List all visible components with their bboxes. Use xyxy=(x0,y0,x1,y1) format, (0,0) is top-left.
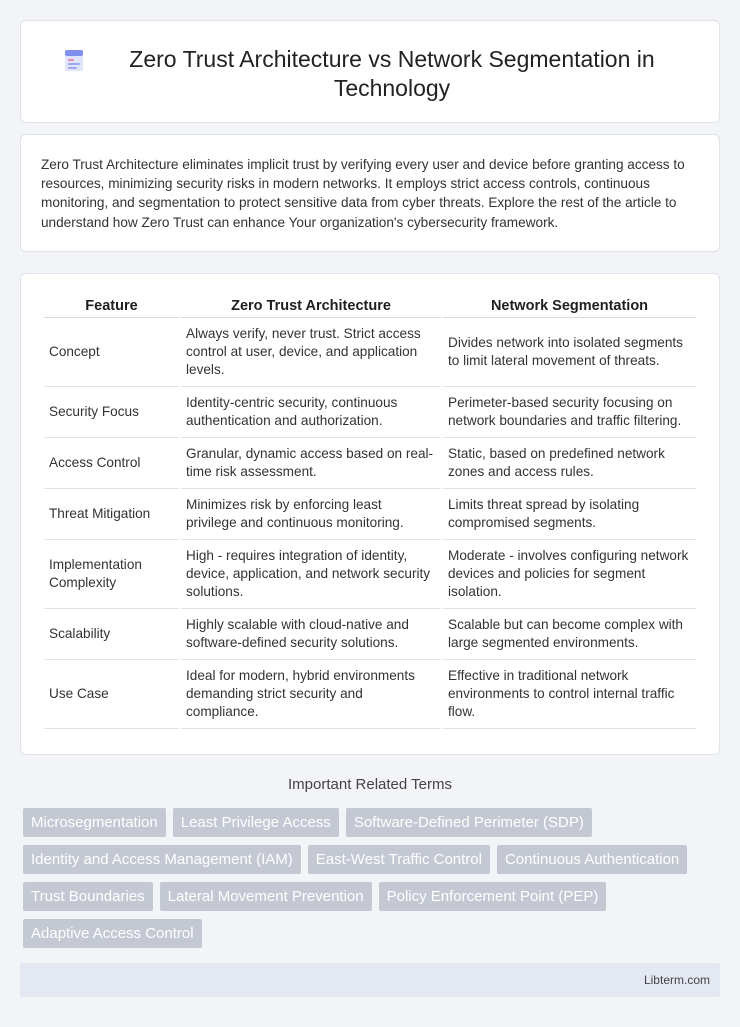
segmentation-cell: Moderate - involves configuring network devices and policies for segment isolation. xyxy=(443,540,696,609)
segmentation-cell: Scalable but can become complex with large segmented environments. xyxy=(443,609,696,660)
term-tag[interactable]: Trust Boundaries xyxy=(23,882,153,911)
feature-cell: Implementation Complexity xyxy=(44,540,179,609)
table-row xyxy=(44,540,696,609)
table-header-row xyxy=(44,296,696,318)
term-tag[interactable]: Identity and Access Management (IAM) xyxy=(23,845,301,874)
header-network-segmentation: Network Segmentation xyxy=(443,296,696,318)
table-row xyxy=(44,660,696,729)
footer xyxy=(20,963,720,997)
term-tag[interactable]: Policy Enforcement Point (PEP) xyxy=(379,882,607,911)
feature-cell: Concept xyxy=(44,318,179,387)
feature-cell: Threat Mitigation xyxy=(44,489,179,540)
table-row xyxy=(44,387,696,438)
segmentation-cell: Divides network into isolated segments to limit lateral movement of threats. xyxy=(443,318,696,387)
zero-trust-cell: Identity-centric security, continuous authentication and authorization. xyxy=(181,387,441,438)
table-row xyxy=(44,609,696,660)
term-tag[interactable]: East-West Traffic Control xyxy=(308,845,490,874)
feature-cell: Access Control xyxy=(44,438,179,489)
feature-cell: Use Case xyxy=(44,660,179,729)
document-icon xyxy=(61,47,87,73)
zero-trust-cell: Highly scalable with cloud-native and software-defined security solutions. xyxy=(181,609,441,660)
zero-trust-cell: Ideal for modern, hybrid environments demanding strict security and compliance. xyxy=(181,660,441,729)
segmentation-cell: Effective in traditional network environments to control internal traffic flow. xyxy=(443,660,696,729)
table-row xyxy=(44,438,696,489)
feature-cell: Scalability xyxy=(44,609,179,660)
intro-card xyxy=(20,134,720,252)
term-tag[interactable]: Microsegmentation xyxy=(23,808,166,837)
zero-trust-cell: Always verify, never trust. Strict access control at user, device, and application levels. xyxy=(181,318,441,387)
term-tag[interactable]: Lateral Movement Prevention xyxy=(160,882,372,911)
table-row xyxy=(44,318,696,387)
title-wrap xyxy=(21,21,719,103)
header-zero-trust: Zero Trust Architecture xyxy=(181,296,441,318)
related-terms-list xyxy=(23,808,713,948)
table-row xyxy=(44,489,696,540)
term-tag[interactable]: Continuous Authentication xyxy=(497,845,687,874)
term-tag[interactable]: Least Privilege Access xyxy=(173,808,339,837)
header-feature: Feature xyxy=(44,296,179,318)
zero-trust-cell: Minimizes risk by enforcing least privilege and continuous monitoring. xyxy=(181,489,441,540)
footer-source-link[interactable]: Libterm.com xyxy=(643,973,710,987)
related-terms-heading: Important Related Terms xyxy=(288,776,452,793)
page-title: Zero Trust Architecture vs Network Segmentation in Technology xyxy=(129,46,655,101)
feature-cell: Security Focus xyxy=(44,387,179,438)
term-tag[interactable]: Software-Defined Perimeter (SDP) xyxy=(346,808,592,837)
segmentation-cell: Limits threat spread by isolating compromised segments. xyxy=(443,489,696,540)
title-card xyxy=(20,20,720,123)
zero-trust-cell: Granular, dynamic access based on real-time risk assessment. xyxy=(181,438,441,489)
comparison-table xyxy=(42,296,698,729)
zero-trust-cell: High - requires integration of identity, device, application, and network security solutions. xyxy=(181,540,441,609)
intro-text: Zero Trust Architecture eliminates implicit trust by verifying every user and device before granting access to resources, minimizing security risks in modern networks. It employs strict access controls, continuous monitoring, and segmentation to protect sensitive data from cyber threats. Explore the rest of the article to understand how Zero Trust can enhance Your organization's cybersecurity framework. xyxy=(41,157,685,230)
segmentation-cell: Static, based on predefined network zones and access rules. xyxy=(443,438,696,489)
term-tag[interactable]: Adaptive Access Control xyxy=(23,919,202,948)
segmentation-cell: Perimeter-based security focusing on network boundaries and traffic filtering. xyxy=(443,387,696,438)
comparison-card xyxy=(20,273,720,755)
